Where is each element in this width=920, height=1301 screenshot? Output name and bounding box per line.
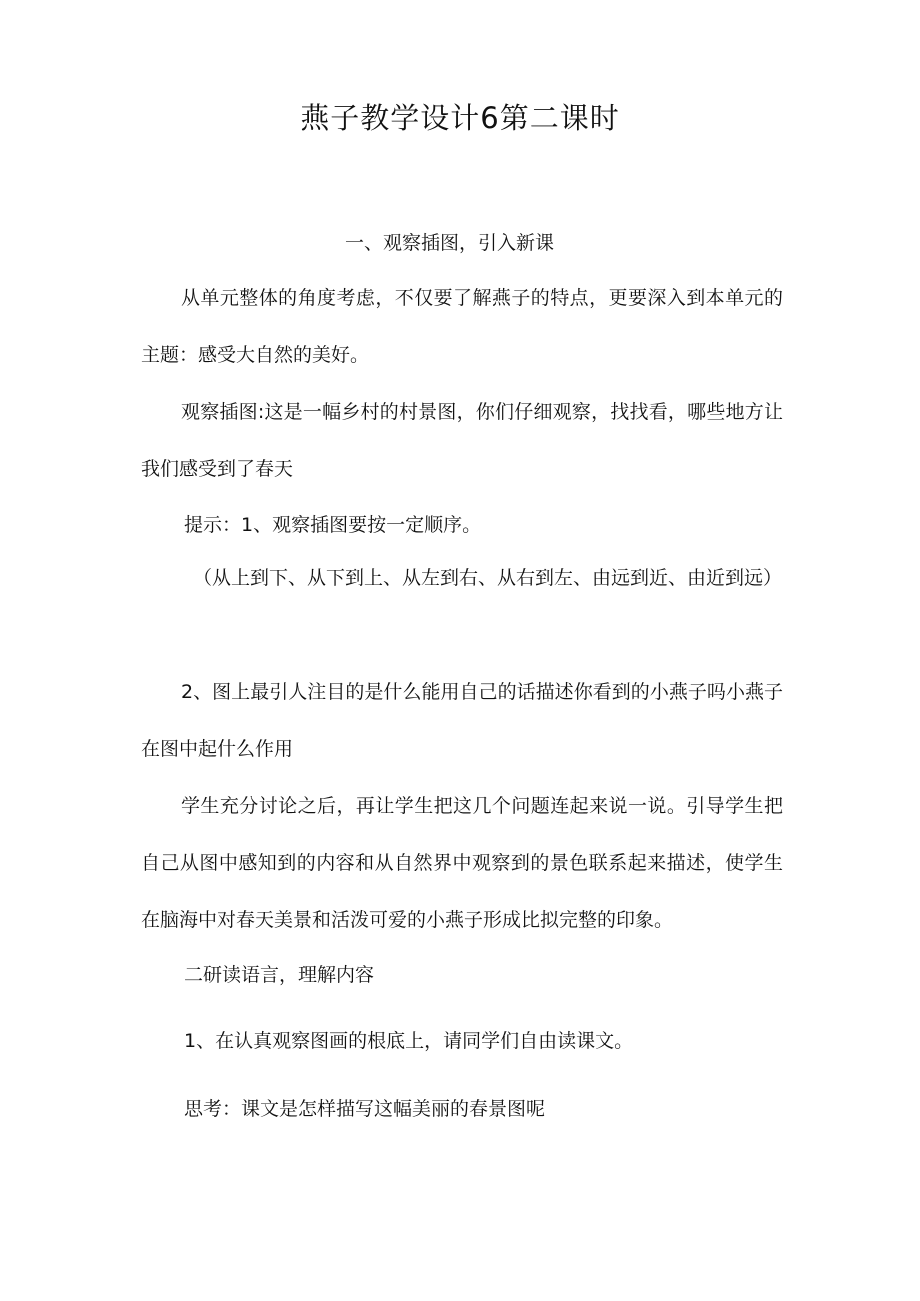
paragraph-think: 思考：课文是怎样描写这幅美丽的春景图呢 bbox=[184, 1098, 546, 1120]
paragraph-observe: 观察插图:这是一幅乡村的村景图，你们仔细观察，找找看，哪些地方让我们感受到了春天 bbox=[141, 401, 783, 480]
paragraph-question: 2、图上最引人注目的是什么能用自己的话描述你看到的小燕子吗小燕子在图中起什么作用 bbox=[141, 681, 783, 760]
paragraph-read: 1、在认真观察图画的根底上，请同学们自由读课文。 bbox=[184, 1030, 634, 1052]
section-heading-2: 二研读语言，理解内容 bbox=[184, 964, 375, 986]
paragraph-hint: 提示：1、观察插图要按一定顺序。 bbox=[184, 514, 482, 536]
section-heading-1: 一、观察插图，引入新课 bbox=[345, 232, 555, 254]
paragraph-discussion: 学生充分讨论之后，再让学生把这几个问题连起来说一说。引导学生把自己从图中感知到的内容和从自然界中观察到的景色联系起来描述，使学生在脑海中对春天美景和活泼可爱的小燕子形成比拟完整的印象。 bbox=[141, 795, 783, 931]
document-title: 燕子教学设计6第二课时 bbox=[300, 101, 620, 135]
paragraph-order: （从上到下、从下到上、从左到右、从右到左、由远到近、由近到远） bbox=[193, 567, 783, 589]
paragraph-intro: 从单元整体的角度考虑，不仅要了解燕子的特点，更要深入到本单元的主题：感受大自然的美好。 bbox=[141, 287, 783, 366]
